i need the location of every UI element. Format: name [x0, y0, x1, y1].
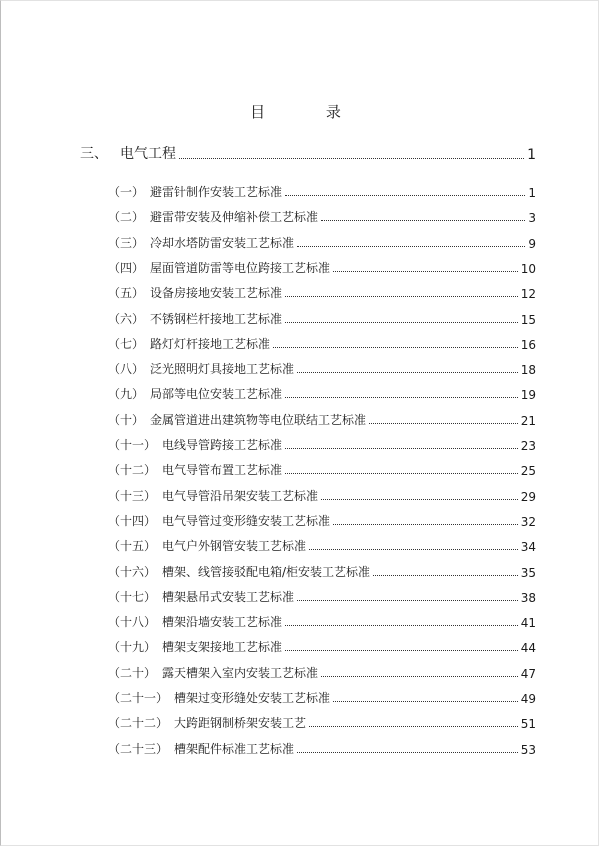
toc-entry[interactable] — [0, 562, 599, 580]
dot-leader — [321, 498, 518, 500]
toc-entry[interactable] — [0, 258, 599, 276]
dot-leader — [309, 725, 518, 727]
dot-leader — [333, 700, 518, 702]
entry-title: 电线导管跨接工艺标准 — [162, 438, 283, 452]
entry-title: 槽架悬吊式安装工艺标准 — [162, 590, 295, 604]
toc-entry[interactable] — [0, 309, 599, 327]
entry-page: 35 — [520, 566, 536, 580]
dot-leader — [321, 219, 525, 221]
entry-page: 12 — [520, 287, 536, 301]
toc-entry[interactable] — [0, 334, 599, 352]
dot-leader — [285, 194, 525, 196]
dot-leader — [309, 548, 518, 550]
chapter-page: 1 — [527, 147, 536, 163]
entry-title: 不锈钢栏杆接地工艺标准 — [150, 312, 283, 326]
entry-title: 槽架、线管接驳配电箱/柜安装工艺标准 — [162, 565, 371, 579]
toc-entry[interactable] — [0, 384, 599, 402]
entry-page: 25 — [520, 464, 536, 478]
dot-leader — [297, 599, 518, 601]
dot-leader — [297, 751, 518, 753]
dot-leader — [321, 675, 518, 677]
entry-page: 9 — [528, 237, 536, 251]
entry-page: 16 — [520, 338, 536, 352]
entry-number: （二十） — [108, 666, 157, 680]
entry-number: （九） — [108, 387, 145, 401]
entry-number: （二十三） — [108, 742, 169, 756]
toc-entry[interactable] — [0, 486, 599, 504]
toc-entry[interactable] — [0, 663, 599, 681]
entry-number: （八） — [108, 362, 145, 376]
toc-entry[interactable] — [0, 435, 599, 453]
entry-title: 电气导管沿吊架安装工艺标准 — [162, 489, 319, 503]
toc-entry[interactable] — [0, 233, 599, 251]
toc-entry[interactable] — [0, 536, 599, 554]
entry-page: 19 — [520, 388, 536, 402]
entry-page: 44 — [520, 641, 536, 655]
entry-title: 槽架支架接地工艺标准 — [162, 640, 283, 654]
entry-number: （五） — [108, 286, 145, 300]
entry-page: 23 — [520, 439, 536, 453]
entry-title: 避雷带安装及伸缩补偿工艺标准 — [150, 210, 319, 224]
entry-page: 3 — [528, 211, 536, 225]
toc-entry[interactable] — [0, 410, 599, 428]
entry-page: 32 — [520, 515, 536, 529]
entry-number: （一） — [108, 185, 145, 199]
dot-leader — [285, 447, 518, 449]
entry-title: 屋面管道防雷等电位跨接工艺标准 — [150, 261, 331, 275]
entry-number: （十八） — [108, 615, 157, 629]
dot-leader — [333, 523, 518, 525]
entry-title: 槽架配件标准工艺标准 — [174, 742, 295, 756]
entry-title: 电气导管布置工艺标准 — [162, 463, 283, 477]
entry-page: 41 — [520, 616, 536, 630]
entry-title: 露天槽架入室内安装工艺标准 — [162, 666, 319, 680]
entry-page: 49 — [520, 692, 536, 706]
entry-page: 34 — [520, 540, 536, 554]
toc-chapter-entry[interactable] — [0, 145, 599, 163]
dot-leader — [285, 649, 518, 651]
entry-number: （二十二） — [108, 716, 169, 730]
toc-entry[interactable] — [0, 612, 599, 630]
entry-page: 51 — [520, 717, 536, 731]
toc-entry[interactable] — [0, 688, 599, 706]
entry-page: 10 — [520, 262, 536, 276]
toc-entry[interactable] — [0, 587, 599, 605]
entry-title: 电气户外钢管安装工艺标准 — [162, 539, 307, 553]
chapter-number: 三、 — [80, 146, 108, 162]
entry-title: 金属管道进出建筑物等电位联结工艺标准 — [150, 413, 367, 427]
entry-number: （二） — [108, 210, 145, 224]
dot-leader — [369, 422, 518, 424]
entry-page: 18 — [520, 363, 536, 377]
entry-title: 局部等电位安装工艺标准 — [150, 387, 283, 401]
toc-entry[interactable] — [0, 283, 599, 301]
entry-number: （十九） — [108, 640, 157, 654]
toc-entry[interactable] — [0, 207, 599, 225]
entry-page: 53 — [520, 743, 536, 757]
entry-title: 设备房接地安装工艺标准 — [150, 286, 283, 300]
entry-page: 38 — [520, 591, 536, 605]
dot-leader — [297, 245, 525, 247]
dot-leader — [285, 624, 518, 626]
entry-number: （十五） — [108, 539, 157, 553]
dot-leader — [285, 472, 518, 474]
entry-number: （十四） — [108, 514, 157, 528]
entry-number: （十二） — [108, 463, 157, 477]
dot-leader — [297, 371, 518, 373]
dot-leader — [285, 295, 518, 297]
toc-entry[interactable] — [0, 637, 599, 655]
entry-title: 避雷针制作安装工艺标准 — [150, 185, 283, 199]
entry-page: 47 — [520, 667, 536, 681]
toc-entry[interactable] — [0, 739, 599, 757]
entry-number: （十七） — [108, 590, 157, 604]
entry-title: 槽架过变形缝处安装工艺标准 — [174, 691, 331, 705]
entry-page: 15 — [520, 313, 536, 327]
entry-number: （六） — [108, 312, 145, 326]
dot-leader — [333, 270, 518, 272]
entry-title: 槽架沿墙安装工艺标准 — [162, 615, 283, 629]
chapter-title: 电气工程 — [120, 146, 176, 162]
toc-title: 目 录 — [250, 103, 369, 121]
dot-leader — [273, 346, 518, 348]
entry-number: （十一） — [108, 438, 157, 452]
dot-leader — [179, 157, 524, 159]
dot-leader — [285, 321, 518, 323]
dot-leader — [373, 574, 518, 576]
toc-entry[interactable] — [0, 460, 599, 478]
entry-number: （十） — [108, 413, 145, 427]
entry-number: （四） — [108, 261, 145, 275]
entry-number: （十六） — [108, 565, 157, 579]
entry-number: （七） — [108, 337, 145, 351]
entry-number: （三） — [108, 236, 145, 250]
entry-page: 21 — [520, 414, 536, 428]
toc-entry[interactable] — [0, 359, 599, 377]
toc-entry[interactable] — [0, 511, 599, 529]
entry-title: 电气导管过变形缝安装工艺标准 — [162, 514, 331, 528]
entry-number: （二十一） — [108, 691, 169, 705]
entry-page: 29 — [520, 490, 536, 504]
toc-entry[interactable] — [0, 182, 599, 200]
entry-title: 路灯灯杆接地工艺标准 — [150, 337, 271, 351]
entry-title: 冷却水塔防雷安装工艺标准 — [150, 236, 295, 250]
toc-entry[interactable] — [0, 713, 599, 731]
entry-title: 大跨距钢制桥架安装工艺 — [174, 716, 307, 730]
entry-page: 1 — [528, 186, 536, 200]
entry-number: （十三） — [108, 489, 157, 503]
dot-leader — [285, 396, 518, 398]
entry-title: 泛光照明灯具接地工艺标准 — [150, 362, 295, 376]
